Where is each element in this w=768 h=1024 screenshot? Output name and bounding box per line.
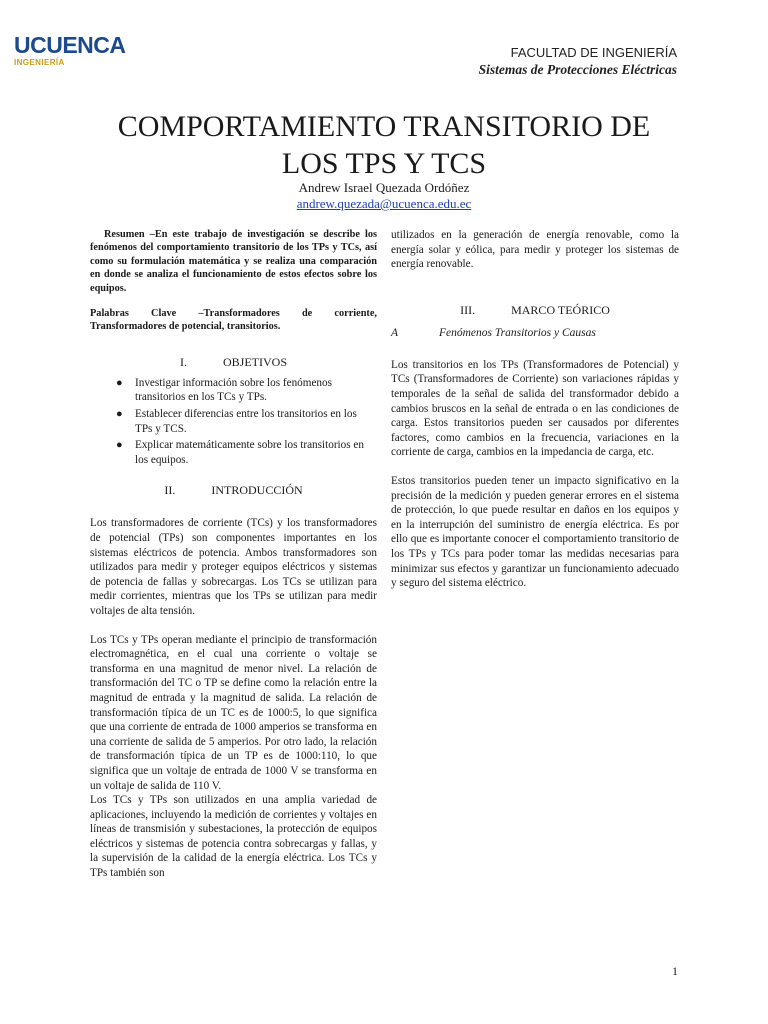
course-name: Sistemas de Protecciones Eléctricas xyxy=(478,62,677,77)
keywords: Palabras Clave –Transformadores de corriente, Transformadores de potencial, transitorios. xyxy=(90,308,377,333)
page-header xyxy=(479,45,677,78)
right-column xyxy=(391,228,679,591)
left-column xyxy=(90,228,377,881)
section-heading-marco-teorico xyxy=(391,303,679,318)
list-item: ● Explicar matemáticamente sobre los transitorios en los equipos. xyxy=(116,439,364,466)
bullet-icon: ● xyxy=(116,408,123,421)
intro-paragraph: Los transformadores de corriente (TCs) y los transformadores de potencial (TPs) son componentes importantes en los sistemas eléctricos de potencia. Ambos transformadores son utilizados para medir y proteger equipos eléctricos y sistemas de potencia de fallas y sobrecargas. Los TCs se utilizan para medir corrientes, mientras que los TPs se utilizan para medir voltajes de alta tensión. xyxy=(90,517,377,617)
subsection-heading xyxy=(391,326,679,341)
section-number: III. xyxy=(460,302,476,317)
section-title: MARCO TEÓRICO xyxy=(511,302,610,317)
section-title: OBJETIVOS xyxy=(222,354,287,369)
section-heading-introduccion xyxy=(90,483,377,498)
page-number: 1 xyxy=(672,964,678,978)
subsection-letter: A xyxy=(391,326,399,339)
section-number: I. xyxy=(179,354,187,369)
list-item: ● Establecer diferencias entre los transitorios en los TPs y TCS. xyxy=(116,408,357,435)
university-logo xyxy=(14,34,126,67)
intro-continuation: utilizados en la generación de energía renovable, como la energía solar y eólica, para medir y proteger los sistemas de energía renovable. xyxy=(391,229,679,271)
theory-paragraph: Los transitorios en los TPs (Transformadores de Potencial) y TCs (Transformadores de Corriente) son variaciones rápidas y temporales de la señal de salida del transformador debido a cambios bruscos en la señal de entrada o en las condiciones de carga. Estos transitorios pueden ser causados por diferentes factores, como cambios en la frecuencia, variaciones en la corriente de carga, cambios en la impedancia de carga, etc. xyxy=(391,358,679,459)
author-email xyxy=(100,196,668,212)
bullet-icon: ● xyxy=(116,439,123,452)
author-email-link[interactable]: andrew.quezada@ucuenca.edu.ec xyxy=(296,196,472,211)
intro-paragraph: Los TCs y TPs son utilizados en una amplia variedad de aplicaciones, incluyendo la medición de corrientes y voltajes en líneas de transmisión y subestaciones, la protección de equipos eléctricos y sistemas de potencia contra sobrecargas y fallas, y la supervisión de la calidad de la energía eléctrica. Los TCs y TPs también son xyxy=(90,794,377,880)
logo-wordmark: UCUENCA xyxy=(14,32,126,58)
intro-paragraph: Los TCs y TPs operan mediante el principio de transformación electromagnética, en el cual una corriente o voltaje se transforma en una magnitud de menor nivel. La relación de transformación del TC o TP se define como la relación entre la magnitud de entrada y la magnitud de salida. La relación de transformación típica de un TC es de 1000:5, lo que significa que una corriente de entrada de 1000 amperios se transforma en una corriente de salida de 5 amperios. Por otro lado, la relación de transformación típica de un TP es de 1000:110, lo que significa que un voltaje de entrada de 1000 V se transforma en un voltaje de salida de 110 V. xyxy=(90,633,377,792)
bullet-icon: ● xyxy=(116,376,123,389)
author-name: Andrew Israel Quezada Ordóñez xyxy=(298,180,470,195)
abstract: Resumen –En este trabajo de investigación se describe los fenómenos del comportamiento transitorio de los TPs y TCs, así como su formulación matemática y se realiza una comparación en donde se analiza el funcionamiento de estos efectos sobre los equipos. xyxy=(90,229,377,294)
theory-paragraph: Estos transitorios pueden tener un impacto significativo en la precisión de la medición y pueden generar errores en el sistema de protección, lo que puede resultar en daños en los equipos y en la interrupción del suministro de energía eléctrica. Es por ello que es importante conocer el comportamiento transitorio de los TPs y TCs para poder tomar las medidas necesarias para minimizar sus efectos y garantizar un funcionamiento adecuado y seguro del sistema eléctrico. xyxy=(391,474,679,590)
logo-subtitle: INGENIERÍA xyxy=(14,58,65,67)
paper-title: COMPORTAMIENTO TRANSITORIO DE LOS TPS Y TCS xyxy=(117,110,651,180)
section-title: INTRODUCCIÓN xyxy=(211,483,303,498)
objectives-list xyxy=(90,376,377,468)
faculty-name: FACULTAD DE INGENIERÍA xyxy=(510,45,677,60)
list-item: ● Investigar información sobre los fenómenos transitorios en los TCs y TPs. xyxy=(116,376,332,404)
section-number: II. xyxy=(164,483,176,498)
subsection-title: Fenómenos Transitorios y Causas xyxy=(439,326,596,339)
section-heading-objetivos xyxy=(90,355,377,370)
